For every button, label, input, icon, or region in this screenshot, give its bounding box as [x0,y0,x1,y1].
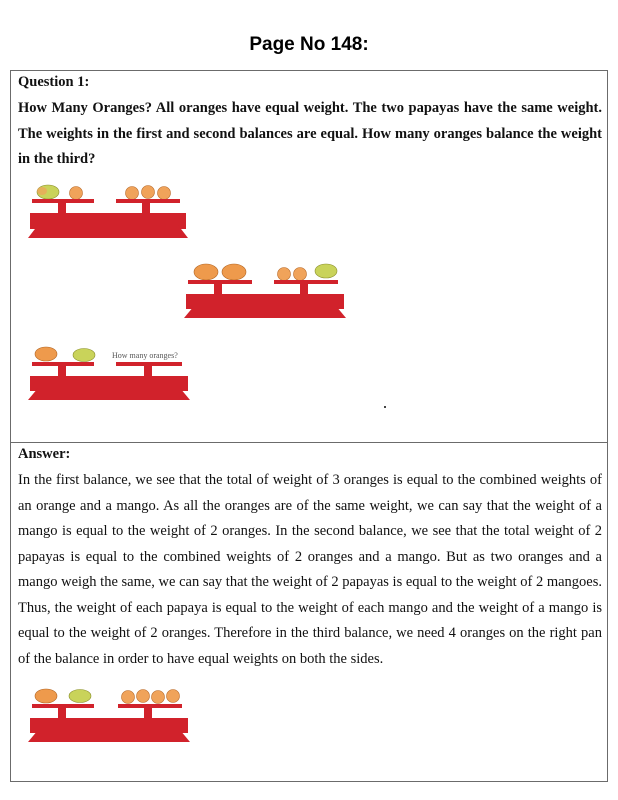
mango-fruit [69,690,91,703]
orange-fruit [142,186,155,199]
answer-text: In the first balance, we see that the total of weight of 3 oranges is equal to the combined weights of an orange and a mango. As all the oranges are of the same weight, we can say that the weight of a mango is equal to the weight of 2 oranges. In the second balance, we see that the total weight of 2 papayas is equal to the combined weights of 2 oranges and a mango. But as two oranges and a mango weigh the same, we can say that the weight of 2 papayas is equal to the weight of 2 mangoes. Thus, the weight of each papaya is equal to the weight of each mango and the weight of a mango is equal to the weight of 2 oranges. Therefore in the third balance, we need 4 oranges on the right pan of the balance in order to have equal weights on both the sides. [18,472,602,667]
balance-answer-scale [28,704,190,742]
page-title: Page No 148: [249,34,369,55]
question-answer-frame [10,70,608,782]
balance-1-scale [28,199,188,238]
mango-fruit [315,264,337,278]
mango-fruit [73,349,95,362]
orange-fruit [152,691,165,704]
orange-fruit [158,187,171,200]
orange-fruit [122,691,135,704]
orange-fruit [126,187,139,200]
balance-1-fruits [37,185,171,200]
papaya-fruit [35,347,57,361]
papaya-fruit [35,689,57,703]
section-divider [10,442,608,443]
orange-fruit [167,690,180,703]
orange-fruit [137,690,150,703]
balance-3-fruits [35,347,178,362]
balance-2-fruits [194,264,337,281]
balance-3-illustration [24,342,192,400]
balance-answer-illustration [24,684,192,742]
balance-2-scale [184,280,346,318]
orange-fruit [294,268,307,281]
balance-3-scale [28,362,190,400]
papaya-fruit [194,264,218,280]
answer-label: Answer: [18,446,71,462]
orange-fruit [70,187,83,200]
question-label: Question 1: [18,74,90,90]
orange-fruit [278,268,291,281]
balance-1-illustration [24,180,190,238]
stray-dot [384,406,386,408]
how-many-oranges-label: How many oranges? [112,351,178,360]
papaya-fruit [222,264,246,280]
question-text: How Many Oranges? All oranges have equal weight. The two papayas have the same weight. The weights in the first and second balances are equal. How many oranges balance the weight in the third? [18,100,602,167]
balance-2-illustration [180,260,348,318]
balance-answer-fruits [35,689,180,704]
